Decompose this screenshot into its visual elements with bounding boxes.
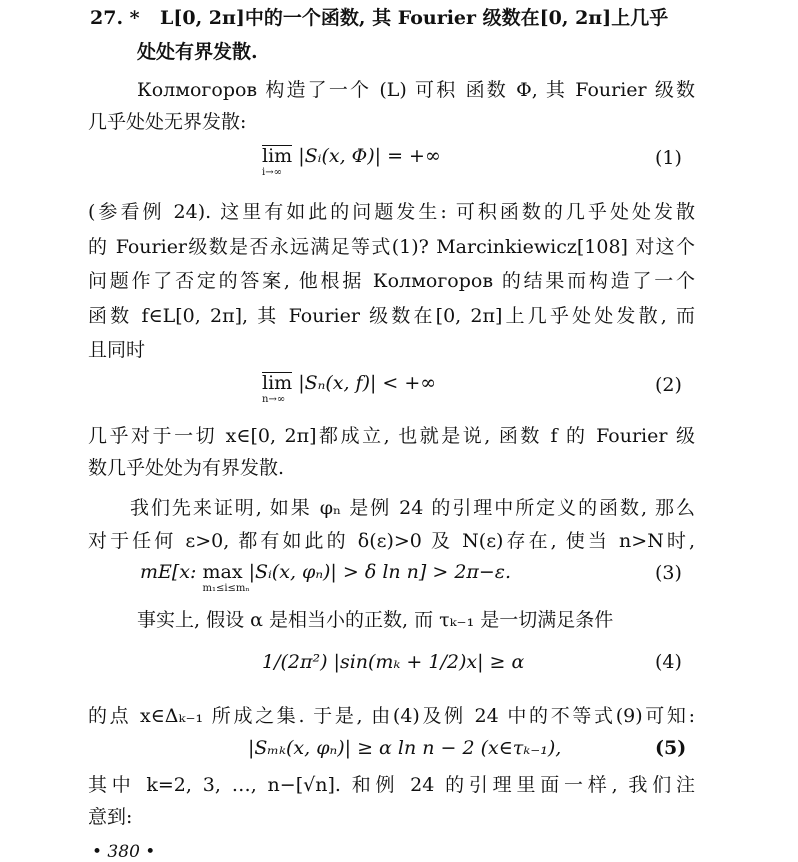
paragraph-line: 事实上, 假设 α 是相当小的正数, 而 τₖ₋₁ 是一切满足条件	[137, 609, 614, 631]
max-operator: max m₁≤i≤mₙ	[202, 561, 250, 594]
paragraph-line: 问题作了否定的答案, 他根据 Колмогоров 的结果而构造了一个	[88, 270, 695, 292]
limsup-operator: lim n→∞	[262, 372, 293, 405]
equation-4: 1/(2π²) |sin(mₖ + 1/2)x| ≥ α	[262, 651, 525, 673]
equation-3: mE[x: max m₁≤i≤mₙ |Sᵢ(x, φₙ)| > δ ln n] > 2π−ε.	[140, 561, 512, 594]
equation-number: (4)	[655, 651, 682, 673]
heading-title-line1: L[0, 2π]中的一个函数, 其 Fourier 级数在[0, 2π]上几乎	[160, 7, 669, 29]
paragraph-line: Колмогоров 构造了一个 (L) 可积 函数 Φ, 其 Fourier 级数	[137, 79, 695, 101]
heading-title-line2: 处处有界发散.	[137, 41, 258, 63]
paragraph-line: 我们先来证明, 如果 φₙ 是例 24 的引理中所定义的函数, 那么	[130, 497, 695, 519]
paragraph-line: 意到:	[88, 806, 133, 828]
paragraph-line: 数几乎处处为有界发散.	[88, 457, 285, 479]
equation-2: lim n→∞ |Sₙ(x, f)| < +∞	[262, 372, 437, 405]
equation-5: |Sₘₖ(x, φₙ)| ≥ α ln n − 2 (x∈τₖ₋₁),	[248, 737, 562, 759]
paragraph-line: 几乎对于一切 x∈[0, 2π]都成立, 也就是说, 函数 f 的 Fourier 级	[88, 425, 695, 447]
paragraph-line: 函数 f∈L[0, 2π], 其 Fourier 级数在[0, 2π]上几乎处处发散, 而	[88, 305, 695, 327]
paragraph-line: 对于任何 ε>0, 都有如此的 δ(ε)>0 及 N(ε)存在, 使当 n>N时,	[88, 530, 695, 552]
equation-1: lim i→∞ |Sᵢ(x, Φ)| = +∞	[262, 145, 441, 178]
equation-number: (3)	[655, 562, 682, 584]
paragraph-line: 其中 k=2, 3, …, n−[√n]. 和例 24 的引理里面一样, 我们注	[88, 774, 695, 796]
heading-number: 27. *	[90, 7, 140, 29]
paragraph-line: 几乎处处无界发散:	[88, 111, 247, 133]
paragraph-line: 的 Fourier级数是否永远满足等式(1)? Marcinkiewicz[108] 对这个	[88, 236, 695, 258]
paragraph-line: (参看例 24). 这里有如此的问题发生: 可积函数的几乎处处发散	[88, 201, 695, 223]
page-number: • 380 •	[92, 842, 156, 862]
equation-number: (5)	[655, 737, 687, 759]
paragraph-line: 且同时	[88, 339, 146, 361]
paragraph-line: 的点 x∈Δₖ₋₁ 所成之集. 于是, 由(4)及例 24 中的不等式(9)可知:	[88, 705, 695, 727]
equation-number: (1)	[655, 147, 682, 169]
limsup-operator: lim i→∞	[262, 145, 293, 178]
equation-number: (2)	[655, 374, 682, 396]
